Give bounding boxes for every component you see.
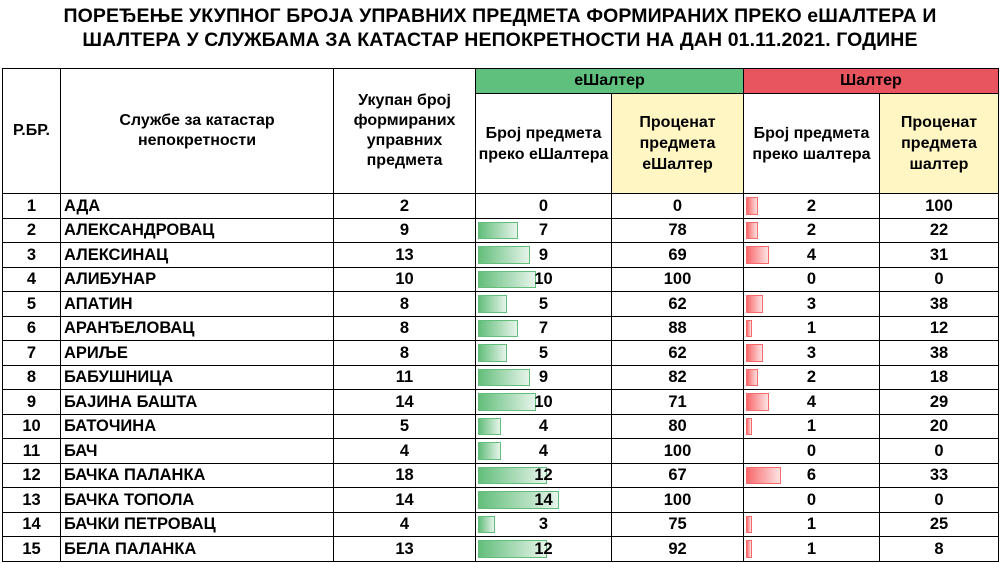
cell-eshalter-count [476,194,612,219]
cell-shalter-pct: 12 [880,316,999,341]
cell-shalter-pct: 18 [880,365,999,390]
cell-eshalter-count [476,512,612,537]
shalter-data-bar [746,516,752,534]
cell-total: 18 [334,463,476,488]
shalter-count-value: 0 [806,490,817,509]
report-title-line-1: ПОРЕЂЕЊЕ УКУПНОГ БРОЈА УПРАВНИХ ПРЕДМЕТА ФОРМИРАНИХ ПРЕКО еШАЛТЕРА И [63,5,937,27]
cell-eshalter-pct: 100 [612,488,744,513]
cell-shalter-count [744,194,880,219]
cell-eshalter-pct: 100 [612,267,744,292]
table-row [3,537,999,562]
cell-rbr: 14 [3,512,61,537]
eshalter-count-value: 4 [538,441,549,460]
cell-total: 11 [334,365,476,390]
cell-office-name: БАТОЧИНА [61,414,334,439]
cell-eshalter-count [476,537,612,562]
cell-eshalter-pct: 92 [612,537,744,562]
shalter-count-value: 6 [806,466,817,485]
cell-eshalter-count [476,488,612,513]
cell-shalter-count [744,365,880,390]
cell-rbr: 7 [3,341,61,366]
comparison-table [2,68,999,562]
cell-office-name: БАЧ [61,439,334,464]
eshalter-data-bar [478,516,495,534]
cell-rbr: 2 [3,218,61,243]
cell-shalter-pct: 20 [880,414,999,439]
header-eshalter-group: еШалтер [476,69,744,94]
cell-shalter-pct: 100 [880,194,999,219]
table-body [3,194,999,562]
cell-shalter-count [744,488,880,513]
cell-total: 14 [334,488,476,513]
eshalter-count-value: 10 [534,270,553,289]
shalter-data-bar [746,344,763,362]
shalter-data-bar [746,295,763,313]
shalter-count-value: 2 [806,221,817,240]
header-total: Укупан број формираних управних предмета [334,69,476,194]
cell-shalter-count [744,537,880,562]
cell-shalter-pct: 33 [880,463,999,488]
eshalter-data-bar [478,344,507,362]
cell-total: 10 [334,267,476,292]
shalter-count-value: 3 [806,294,817,313]
table-row [3,267,999,292]
cell-shalter-pct: 38 [880,341,999,366]
header-eshalter-count: Број предмета преко еШалтера [476,94,612,194]
cell-eshalter-pct: 69 [612,243,744,268]
shalter-count-value: 3 [806,343,817,362]
cell-eshalter-count [476,365,612,390]
cell-total: 14 [334,390,476,415]
cell-eshalter-pct: 71 [612,390,744,415]
cell-rbr: 1 [3,194,61,219]
eshalter-count-value: 7 [538,221,549,240]
cell-total: 2 [334,194,476,219]
table-row [3,439,999,464]
cell-shalter-pct: 29 [880,390,999,415]
eshalter-count-value: 14 [534,490,553,509]
cell-eshalter-pct: 62 [612,292,744,317]
eshalter-count-value: 9 [538,245,549,264]
eshalter-data-bar [478,246,530,264]
cell-shalter-count [744,341,880,366]
cell-eshalter-count [476,414,612,439]
shalter-data-bar [746,246,769,264]
cell-eshalter-pct: 82 [612,365,744,390]
shalter-count-value: 1 [806,417,817,436]
cell-shalter-pct: 22 [880,218,999,243]
cell-shalter-count [744,243,880,268]
shalter-data-bar [746,418,752,436]
eshalter-data-bar [478,369,530,387]
cell-rbr: 5 [3,292,61,317]
shalter-count-value: 1 [806,319,817,338]
eshalter-data-bar [478,393,536,411]
cell-rbr: 8 [3,365,61,390]
cell-eshalter-count [476,390,612,415]
eshalter-count-value: 12 [534,539,553,558]
cell-office-name: АПАТИН [61,292,334,317]
table-row [3,218,999,243]
header-eshalter-pct: Проценат предмета еШалтер [612,94,744,194]
cell-shalter-count [744,292,880,317]
eshalter-count-value: 9 [538,368,549,387]
eshalter-data-bar [478,271,536,289]
cell-eshalter-count [476,341,612,366]
cell-office-name: АЛЕКСАНДРОВАЦ [61,218,334,243]
cell-office-name: БЕЛА ПАЛАНКА [61,537,334,562]
cell-rbr: 11 [3,439,61,464]
header-shalter-pct: Проценат предмета шалтер [880,94,999,194]
table-row [3,488,999,513]
cell-rbr: 10 [3,414,61,439]
cell-rbr: 9 [3,390,61,415]
eshalter-count-value: 10 [534,392,553,411]
header-shalter-group: Шалтер [744,69,999,94]
cell-office-name: БАЧКА ТОПОЛА [61,488,334,513]
shalter-count-value: 2 [806,368,817,387]
header-rbr: Р.БР. [3,69,61,194]
cell-total: 4 [334,439,476,464]
cell-total: 13 [334,243,476,268]
cell-eshalter-pct: 0 [612,194,744,219]
header-office: Службе за катастар непокретности [61,69,334,194]
cell-total: 13 [334,537,476,562]
eshalter-count-value: 5 [538,343,549,362]
eshalter-count-value: 5 [538,294,549,313]
cell-shalter-pct: 8 [880,537,999,562]
cell-shalter-count [744,439,880,464]
cell-eshalter-pct: 75 [612,512,744,537]
shalter-count-value: 2 [806,196,817,215]
cell-eshalter-pct: 67 [612,463,744,488]
cell-total: 4 [334,512,476,537]
table-row [3,292,999,317]
eshalter-data-bar [478,222,518,240]
cell-shalter-pct: 0 [880,488,999,513]
cell-rbr: 4 [3,267,61,292]
cell-shalter-pct: 0 [880,439,999,464]
cell-shalter-pct: 25 [880,512,999,537]
eshalter-count-value: 12 [534,466,553,485]
cell-eshalter-pct: 80 [612,414,744,439]
report-title [0,0,1000,62]
cell-eshalter-pct: 62 [612,341,744,366]
cell-total: 9 [334,218,476,243]
cell-office-name: БАЧКА ПАЛАНКА [61,463,334,488]
cell-shalter-count [744,512,880,537]
cell-rbr: 6 [3,316,61,341]
eshalter-data-bar [478,295,507,313]
cell-eshalter-count [476,218,612,243]
cell-office-name: АДА [61,194,334,219]
cell-office-name: АЛИБУНАР [61,267,334,292]
cell-office-name: АЛЕКСИНАЦ [61,243,334,268]
cell-rbr: 15 [3,537,61,562]
cell-office-name: АРАНЂЕЛОВАЦ [61,316,334,341]
cell-shalter-count [744,316,880,341]
cell-eshalter-pct: 78 [612,218,744,243]
shalter-count-value: 1 [806,539,817,558]
header-shalter-count: Број предмета преко шалтера [744,94,880,194]
cell-rbr: 13 [3,488,61,513]
cell-total: 8 [334,292,476,317]
shalter-data-bar [746,197,758,215]
cell-eshalter-count [476,316,612,341]
table-row [3,316,999,341]
eshalter-count-value: 0 [538,196,549,215]
cell-shalter-count [744,463,880,488]
cell-eshalter-pct: 100 [612,439,744,464]
shalter-data-bar [746,540,752,558]
table-row [3,512,999,537]
cell-total: 8 [334,341,476,366]
cell-eshalter-count [476,243,612,268]
table-row [3,243,999,268]
cell-eshalter-count [476,292,612,317]
cell-eshalter-count [476,463,612,488]
table-row [3,194,999,219]
shalter-data-bar [746,467,781,485]
cell-rbr: 12 [3,463,61,488]
shalter-data-bar [746,393,769,411]
shalter-data-bar [746,222,758,240]
cell-eshalter-count [476,439,612,464]
shalter-count-value: 4 [806,392,817,411]
eshalter-count-value: 4 [538,417,549,436]
cell-total: 8 [334,316,476,341]
cell-shalter-pct: 31 [880,243,999,268]
cell-shalter-count [744,267,880,292]
cell-eshalter-count [476,267,612,292]
eshalter-data-bar [478,320,518,338]
cell-shalter-pct: 38 [880,292,999,317]
cell-shalter-pct: 0 [880,267,999,292]
cell-eshalter-pct: 88 [612,316,744,341]
shalter-data-bar [746,369,758,387]
cell-office-name: АРИЉЕ [61,341,334,366]
table-row [3,341,999,366]
shalter-count-value: 1 [806,515,817,534]
cell-office-name: БАЧКИ ПЕТРОВАЦ [61,512,334,537]
cell-office-name: БАБУШНИЦА [61,365,334,390]
cell-shalter-count [744,414,880,439]
eshalter-count-value: 7 [538,319,549,338]
eshalter-data-bar [478,418,501,436]
table-row [3,463,999,488]
table-row [3,365,999,390]
report-title-line-2: ШАЛТЕРА У СЛУЖБАМА ЗА КАТАСТАР НЕПОКРЕТНОСТИ НА ДАН 01.11.2021. ГОДИНЕ [82,29,918,51]
cell-total: 5 [334,414,476,439]
table-row [3,414,999,439]
cell-shalter-count [744,218,880,243]
shalter-count-value: 0 [806,441,817,460]
cell-shalter-count [744,390,880,415]
cell-office-name: БАЈИНА БАШТА [61,390,334,415]
shalter-count-value: 4 [806,245,817,264]
table-row [3,390,999,415]
cell-rbr: 3 [3,243,61,268]
eshalter-count-value: 3 [538,515,549,534]
eshalter-data-bar [478,442,501,460]
shalter-count-value: 0 [806,270,817,289]
shalter-data-bar [746,320,752,338]
